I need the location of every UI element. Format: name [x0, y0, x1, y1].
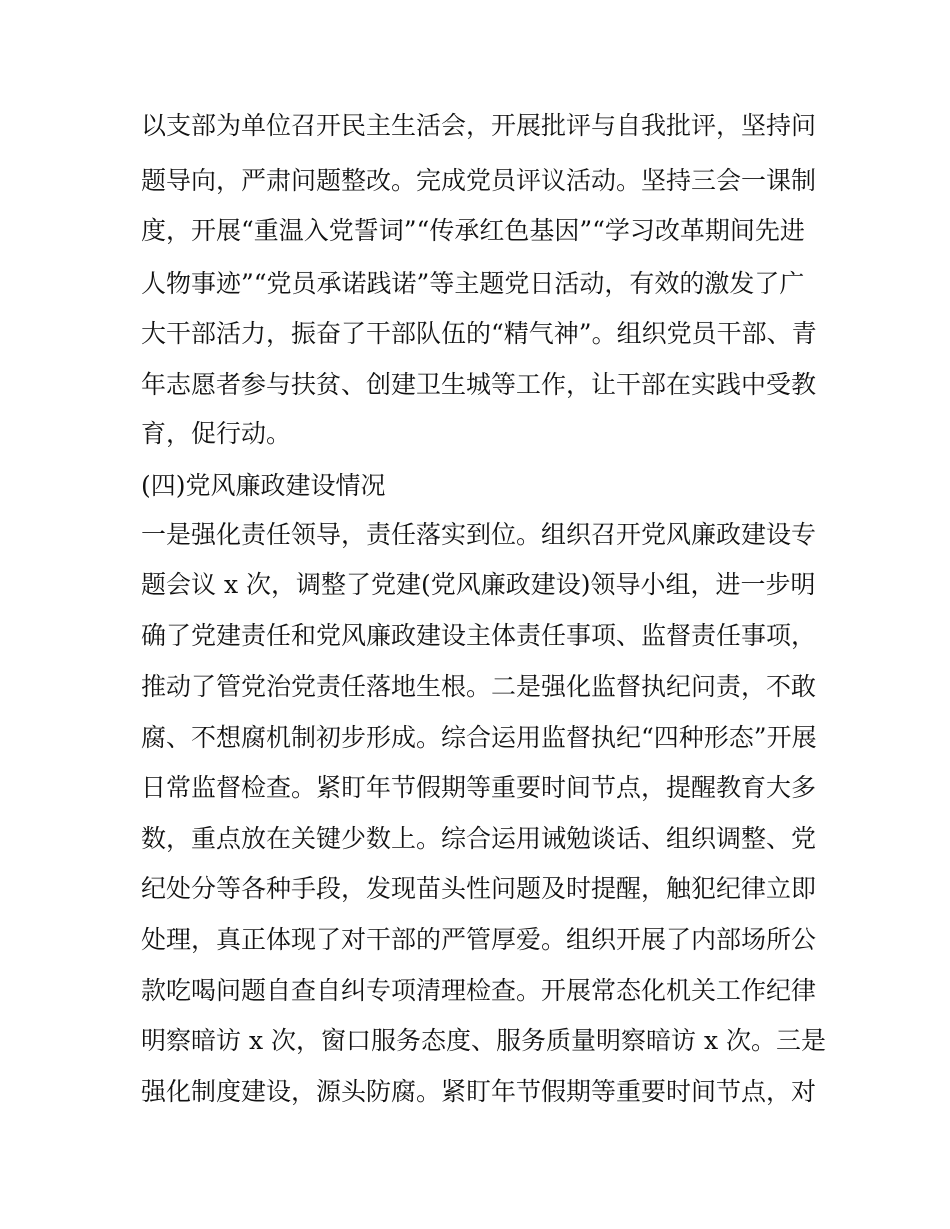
section-heading: (四)党风廉政建设情况	[141, 471, 386, 500]
paragraph-line: 育，促行动。	[141, 419, 292, 448]
paragraph-line: 明察暗访 x 次，窗口服务态度、服务质量明察暗访 x 次。三是	[141, 1026, 826, 1055]
paragraph-line: 数，重点放在关键少数上。综合运用诫勉谈话、组织调整、党	[141, 824, 817, 853]
paragraph-line: 一是强化责任领导，责任落实到位。组织召开党风廉政建设专	[141, 520, 817, 549]
paragraph-line: 年志愿者参与扶贫、创建卫生城等工作，让干部在实践中受教	[141, 370, 817, 399]
paragraph-line: 处理，真正体现了对干部的严管厚爱。组织开展了内部场所公	[141, 925, 817, 954]
paragraph-line: 款吃喝问题自查自纠专项清理检查。开展常态化机关工作纪律	[141, 976, 817, 1005]
paragraph-line: 推动了管党治党责任落地生根。二是强化监督执纪问责，不敢	[141, 672, 817, 701]
paragraph-line: 强化制度建设，源头防腐。紧盯年节假期等重要时间节点，对	[141, 1077, 817, 1106]
paragraph-line: 人物事迹”“党员承诺践诺”等主题党日活动，有效的激发了广	[141, 269, 805, 298]
paragraph-line: 题导向，严肃问题整改。完成党员评议活动。坚持三会一课制	[141, 166, 817, 195]
paragraph-line: 日常监督检查。紧盯年节假期等重要时间节点，提醒教育大多	[141, 773, 817, 802]
paragraph-line: 大干部活力，振奋了干部队伍的“精气神”。组织党员干部、青	[141, 319, 817, 348]
paragraph-line: 题会议 x 次，调整了党建(党风廉政建设)领导小组，进一步明	[141, 570, 816, 599]
paragraph-line: 腐、不想腐机制初步形成。综合运用监督执纪“四种形态”开展	[141, 723, 817, 752]
paragraph-line: 纪处分等各种手段，发现苗头性问题及时提醒，触犯纪律立即	[141, 874, 817, 903]
paragraph-line: 度，开展“重温入党誓词”“传承红色基因”“学习改革期间先进	[141, 216, 805, 245]
paragraph-line: 以支部为单位召开民主生活会，开展批评与自我批评，坚持问	[141, 111, 817, 140]
paragraph-line: 确了党建责任和党风廉政建设主体责任事项、监督责任事项，	[141, 621, 817, 650]
